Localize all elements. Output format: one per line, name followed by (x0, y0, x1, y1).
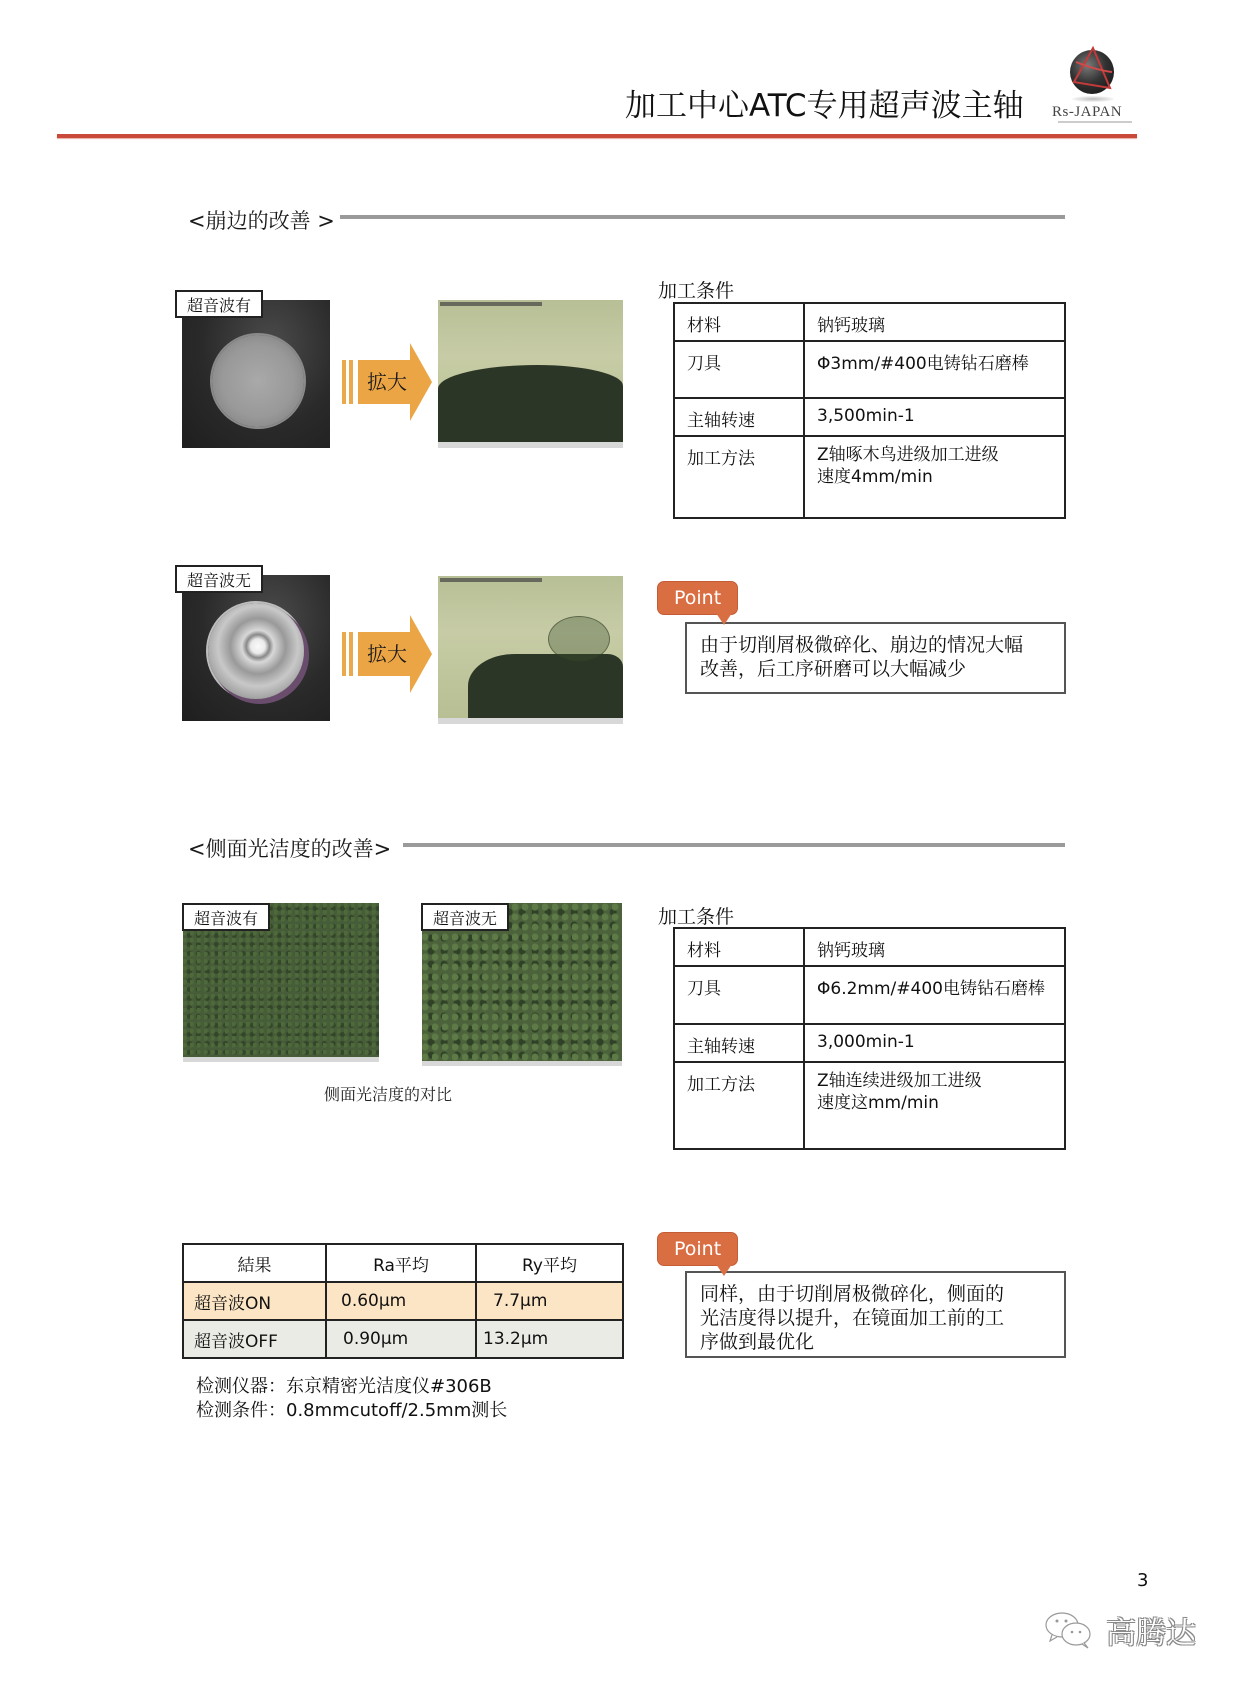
document-title: 加工中心ATC专用超声波主轴 (625, 88, 1024, 124)
conditions-table (673, 927, 1066, 1150)
disc-edge-smooth (212, 335, 304, 427)
results-table (182, 1243, 624, 1359)
cond-key: 加工方法 (674, 1062, 804, 1149)
rs-japan-logo-icon (1070, 50, 1114, 94)
cond-value: 钠钙玻璃 (804, 928, 1065, 966)
conditions-label: 加工条件 (658, 280, 735, 302)
point-badge-tail (716, 613, 732, 625)
magnify-arrow-icon (340, 615, 432, 693)
cond-value (804, 1062, 1065, 1149)
table-row (674, 303, 1065, 341)
cond-value-line: 速度4mm/min (817, 467, 933, 487)
table-row (674, 398, 1065, 436)
photo-label: 超音波有 (182, 903, 270, 931)
photo-label: 超音波无 (421, 903, 509, 931)
table-row (674, 966, 1065, 1024)
point-text-line: 序做到最优化 (700, 1331, 815, 1353)
column-header: 結果 (183, 1244, 326, 1282)
note-instrument: 检测仪器：东京精密光洁度仪#306B (196, 1376, 492, 1397)
photo-caption: 侧面光洁度的对比 (324, 1085, 453, 1104)
cond-key: 材料 (674, 928, 804, 966)
row-label: 超音波ON (183, 1282, 326, 1320)
logo-shadow (1072, 96, 1114, 102)
point-badge-tail (716, 1264, 732, 1276)
cond-key: 刀具 (674, 341, 804, 398)
cond-value: Φ3mm/#400电铸钻石磨棒 (804, 341, 1065, 398)
row-label: 超音波OFF (183, 1320, 326, 1358)
column-header: Ra平均 (326, 1244, 476, 1282)
point-callout-box (685, 1271, 1066, 1358)
arrow-label: 拡大 (367, 370, 407, 394)
section-divider (340, 215, 1065, 219)
point-text-line: 由于切削屑极微碎化、崩边的情况大幅 (700, 634, 1024, 656)
magnify-arrow-icon (340, 343, 432, 421)
column-header: Ry平均 (476, 1244, 623, 1282)
photo-label: 超音波无 (175, 565, 263, 593)
cond-key: 主轴转速 (674, 398, 804, 436)
cond-key: 加工方法 (674, 436, 804, 518)
cond-value (804, 436, 1065, 518)
point-text-line: 同样，由于切削屑极微碎化，侧面的 (700, 1283, 1005, 1305)
point-badge: Point (657, 581, 738, 615)
watermark-text: 高腾达 (1106, 1616, 1196, 1651)
cond-value: 3,500min-1 (804, 398, 1065, 436)
photo-disc-ultrasonic-on (182, 300, 330, 448)
point-callout-box (685, 622, 1066, 694)
conditions-label: 加工条件 (658, 906, 735, 928)
table-row (674, 1024, 1065, 1062)
cond-value: Φ6.2mm/#400电铸钻石磨棒 (804, 966, 1065, 1024)
logo-tagline (1058, 121, 1132, 123)
ra-value: 0.60μm (326, 1282, 476, 1320)
ra-value: 0.90μm (326, 1320, 476, 1358)
note-conditions: 检测条件：0.8mmcutoff/2.5mm测长 (196, 1400, 508, 1421)
ry-value: 7.7μm (476, 1282, 623, 1320)
point-text-line: 光洁度得以提升，在镜面加工前的工 (700, 1307, 1005, 1329)
logo-text: Rs-JAPAN (1052, 104, 1123, 120)
disc-edge-chipped (208, 603, 304, 699)
cond-value: 钠钙玻璃 (804, 303, 1065, 341)
section-heading-surface: <侧面光洁度的改善> (188, 837, 392, 861)
cond-key: 材料 (674, 303, 804, 341)
cond-value: 3,000min-1 (804, 1024, 1065, 1062)
table-row (674, 928, 1065, 966)
section-divider (403, 843, 1065, 847)
ry-value: 13.2μm (476, 1320, 623, 1358)
arrow-label: 拡大 (367, 642, 407, 666)
photo-label: 超音波有 (175, 290, 263, 318)
photo-disc-ultrasonic-off (182, 575, 330, 721)
measurement-note (196, 1375, 507, 1423)
page-number: 3 (1137, 1570, 1149, 1591)
conditions-table (673, 302, 1066, 519)
cond-key: 刀具 (674, 966, 804, 1024)
header-divider (57, 134, 1137, 138)
wechat-icon (1044, 1610, 1096, 1654)
micrograph-ultrasonic-on (438, 300, 623, 448)
table-header-row (183, 1244, 623, 1282)
cond-key: 主轴转速 (674, 1024, 804, 1062)
micrograph-ultrasonic-off (438, 576, 623, 724)
cond-value-line: Z轴啄木鸟进级加工进级 (817, 445, 999, 465)
table-row (674, 1062, 1065, 1149)
table-row (674, 436, 1065, 518)
point-badge: Point (657, 1232, 738, 1266)
table-row (183, 1320, 623, 1358)
table-row (183, 1282, 623, 1320)
cond-value-line: 速度这mm/min (817, 1093, 939, 1113)
cond-value-line: Z轴连续进级加工进级 (817, 1071, 982, 1091)
point-text-line: 改善，后工序研磨可以大幅减少 (700, 658, 967, 680)
table-row (674, 341, 1065, 398)
section-heading-chipping: <崩边的改善 > (188, 209, 335, 233)
